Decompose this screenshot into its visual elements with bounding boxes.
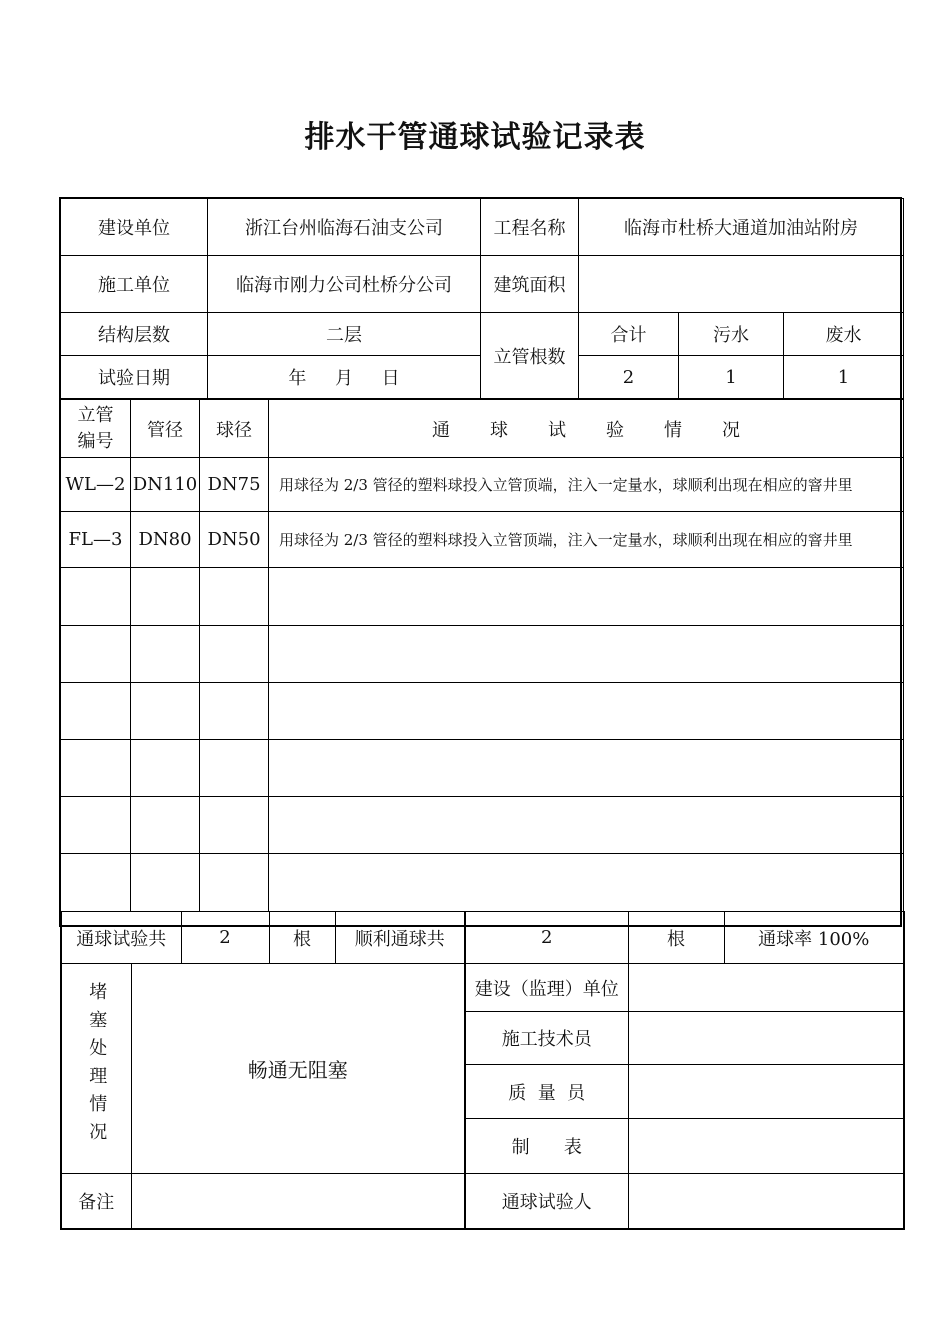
remarks-label: 备注	[61, 1174, 131, 1229]
table-row	[61, 512, 904, 568]
unit-label-1: 根	[269, 912, 335, 964]
construct-unit-value: 临海市刚力公司杜桥分公司	[208, 256, 481, 313]
header-riser-no-line2: 编号	[77, 430, 114, 452]
table-row	[61, 626, 904, 683]
desc-cell	[269, 740, 904, 797]
test-date-label: 试验日期	[61, 356, 208, 399]
preparer-signature[interactable]	[628, 1119, 904, 1174]
test-table	[60, 399, 904, 912]
table-row	[61, 797, 904, 854]
riser-cell	[61, 797, 131, 854]
sewage-label: 污水	[679, 313, 784, 356]
area-value	[579, 256, 904, 313]
technician-signature[interactable]	[628, 1012, 904, 1065]
total-tests-value: 2	[181, 912, 269, 964]
desc-cell	[269, 683, 904, 740]
header-pipe-dia: 管径	[131, 400, 200, 458]
construct-unit-label: 施工单位	[61, 256, 208, 313]
floors-value: 二层	[208, 313, 481, 356]
header-situation: 通球试验情况	[269, 400, 904, 458]
success-label: 顺利通球共	[335, 912, 465, 964]
desc-cell: 用球径为 2/3 管径的塑料球投入立管顶端，注入一定量水，球顺利出现在相应的窨井里	[269, 458, 904, 512]
ball-cell	[200, 626, 269, 683]
preparer-label: 制 表	[465, 1119, 628, 1174]
project-name-label: 工程名称	[481, 199, 579, 256]
blockage-label: 堵塞处理情况	[86, 982, 108, 1150]
riser-cell	[61, 854, 131, 912]
build-unit-value: 浙江台州临海石油支公司	[208, 199, 481, 256]
tester-label: 通球试验人	[465, 1174, 628, 1229]
waste-value: 1	[784, 356, 904, 399]
header-ball-dia: 球径	[200, 400, 269, 458]
ball-cell	[200, 854, 269, 912]
pass-rate: 通球率 100%	[724, 912, 904, 964]
ball-cell: DN50	[200, 512, 269, 568]
page-title: 排水干管通球试验记录表	[304, 120, 646, 155]
desc-cell	[269, 568, 904, 626]
riser-cell	[61, 683, 131, 740]
total-value: 2	[579, 356, 679, 399]
build-unit-label: 建设单位	[61, 199, 208, 256]
blockage-label-cell	[61, 964, 131, 1174]
riser-cell: WL—2	[61, 458, 131, 512]
table-row	[61, 854, 904, 912]
ball-cell	[200, 683, 269, 740]
header-riser-no	[61, 400, 131, 458]
ball-cell	[200, 797, 269, 854]
riser-cell	[61, 626, 131, 683]
quality-label: 质 量 员	[465, 1065, 628, 1119]
table-row	[61, 683, 904, 740]
project-name-value: 临海市杜桥大通道加油站附房	[579, 199, 904, 256]
ball-cell	[200, 568, 269, 626]
supervisor-signature[interactable]	[628, 964, 904, 1012]
summary-table	[60, 911, 905, 1230]
desc-cell	[269, 854, 904, 912]
desc-cell	[269, 626, 904, 683]
ball-cell: DN75	[200, 458, 269, 512]
area-label: 建筑面积	[481, 256, 579, 313]
table-row	[61, 458, 904, 512]
sewage-value: 1	[679, 356, 784, 399]
pipe-cell	[131, 797, 200, 854]
test-date-value: 年 月 日	[208, 356, 481, 399]
pipe-cell: DN80	[131, 512, 200, 568]
table-row	[61, 740, 904, 797]
info-table	[60, 198, 904, 399]
supervisor-label: 建设（监理）单位	[465, 964, 628, 1012]
technician-label: 施工技术员	[465, 1012, 628, 1065]
table-row	[61, 568, 904, 626]
unit-label-2: 根	[628, 912, 724, 964]
riser-count-label: 立管根数	[481, 313, 579, 399]
pipe-cell	[131, 683, 200, 740]
riser-cell	[61, 740, 131, 797]
pipe-cell	[131, 626, 200, 683]
total-tests-label: 通球试验共	[61, 912, 181, 964]
pipe-cell: DN110	[131, 458, 200, 512]
header-riser-no-line1: 立管	[77, 404, 114, 426]
riser-cell: FL—3	[61, 512, 131, 568]
riser-cell	[61, 568, 131, 626]
pipe-cell	[131, 740, 200, 797]
success-value: 2	[465, 912, 628, 964]
tester-signature[interactable]	[628, 1174, 904, 1229]
ball-cell	[200, 740, 269, 797]
blockage-value: 畅通无阻塞	[131, 964, 465, 1174]
pipe-cell	[131, 854, 200, 912]
quality-signature[interactable]	[628, 1065, 904, 1119]
pipe-cell	[131, 568, 200, 626]
floors-label: 结构层数	[61, 313, 208, 356]
desc-cell: 用球径为 2/3 管径的塑料球投入立管顶端，注入一定量水，球顺利出现在相应的窨井里	[269, 512, 904, 568]
remarks-value[interactable]	[131, 1174, 465, 1229]
total-label: 合计	[579, 313, 679, 356]
desc-cell	[269, 797, 904, 854]
waste-label: 废水	[784, 313, 904, 356]
